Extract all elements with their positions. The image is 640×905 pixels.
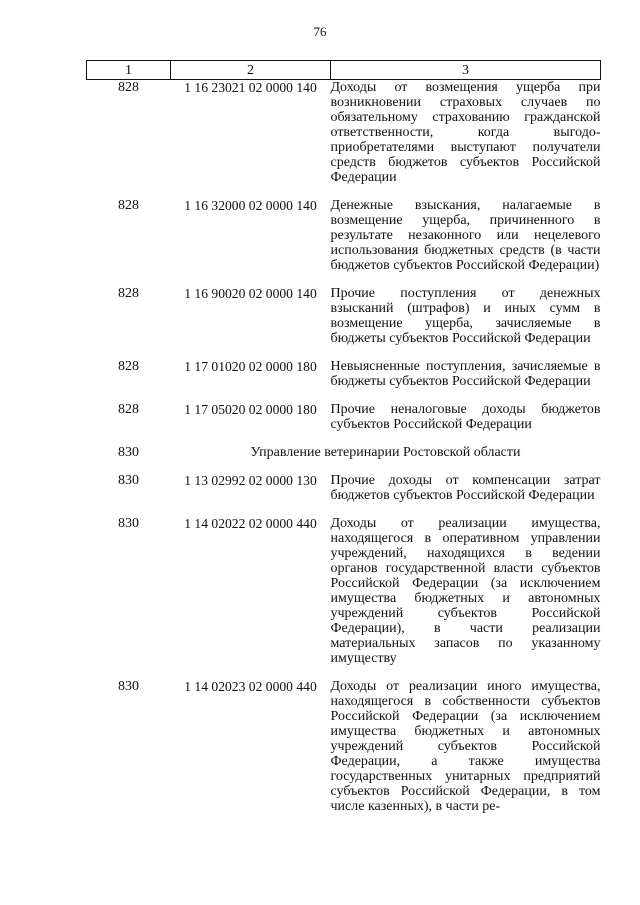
budget-classification-code: 1 14 02022 02 0000 440 (184, 516, 317, 531)
administrator-code: 828 (118, 80, 139, 95)
table-row (87, 359, 601, 402)
budget-classification-code: 1 14 02023 02 0000 440 (184, 679, 317, 694)
administrator-code: 830 (118, 679, 139, 694)
table-row (87, 80, 601, 199)
table-row (87, 516, 601, 679)
budget-classification-code: 1 16 32000 02 0000 140 (184, 198, 317, 213)
budget-revenue-table (86, 60, 601, 814)
page-number: 76 (313, 24, 327, 39)
column-header-1: 1 (87, 61, 171, 80)
column-header-3: 3 (331, 61, 601, 80)
revenue-description: Прочие поступления от денежных взысканий (штрафов) и иных сумм в возмещение ущерба, зачисляемые в бюджеты субъектов Российской Федерации (330, 286, 601, 346)
column-header-2: 2 (171, 61, 331, 80)
budget-classification-code: 1 13 02992 02 0000 130 (184, 473, 317, 488)
revenue-description: Доходы от возмещения ущерба при возникновении страховых случаев по обязательному страхованию гражданской ответственности, когда выгодоприобретателями выступают получатели средств бюджетов субъектов Российской Федерации (330, 80, 601, 185)
table-row (87, 286, 601, 359)
budget-classification-code: 1 17 01020 02 0000 180 (184, 359, 317, 374)
table-row (87, 473, 601, 516)
revenue-description: Денежные взыскания, налагаемые в возмещение ущерба, причиненного в результате незаконного или нецелевого использования бюджетных средств (в части бюджетов субъектов Российской Федерации) (330, 198, 601, 273)
administrator-code: 828 (118, 198, 139, 213)
revenue-description: Прочие неналоговые доходы бюджетов субъектов Российской Федерации (330, 402, 601, 432)
table-header-row (87, 61, 601, 80)
revenue-description: Доходы от реализации иного имущества, находящегося в собственности субъектов Российской Федерации (за исключением имущества бюджетных и автономных учреждений субъектов Российской Федерации, а также имущества государственных унитарных предприятий субъектов Российской Федерации, в том числе казенных), в части ре- (330, 679, 601, 814)
administrator-name: Управление ветеринарии Ростовской области (250, 445, 521, 460)
administrator-code: 830 (118, 516, 139, 531)
section-header-row (87, 445, 601, 473)
revenue-description: Невыясненные поступления, зачисляемые в бюджеты субъектов Российской Федерации (330, 359, 601, 389)
budget-classification-code: 1 16 23021 02 0000 140 (184, 80, 317, 95)
administrator-code: 830 (118, 473, 139, 488)
administrator-code: 828 (118, 359, 139, 374)
budget-classification-code: 1 16 90020 02 0000 140 (184, 286, 317, 301)
administrator-code: 830 (118, 445, 139, 460)
revenue-description: Прочие доходы от компенсации затрат бюджетов субъектов Российской Федерации (330, 473, 601, 503)
budget-classification-code: 1 17 05020 02 0000 180 (184, 402, 317, 417)
administrator-code: 828 (118, 402, 139, 417)
table-row (87, 198, 601, 286)
administrator-code: 828 (118, 286, 139, 301)
revenue-description: Доходы от реализации имущества, находящегося в оперативном управлении учреждений, находящихся в ведении органов государственной власти субъектов Российской Федерации (за исключением имущества бюджетных и автономных учреждений субъектов Российской Федерации), в части реализации материальных запасов по указанному имуществу (330, 516, 601, 666)
table-row (87, 402, 601, 445)
table-row (87, 679, 601, 814)
